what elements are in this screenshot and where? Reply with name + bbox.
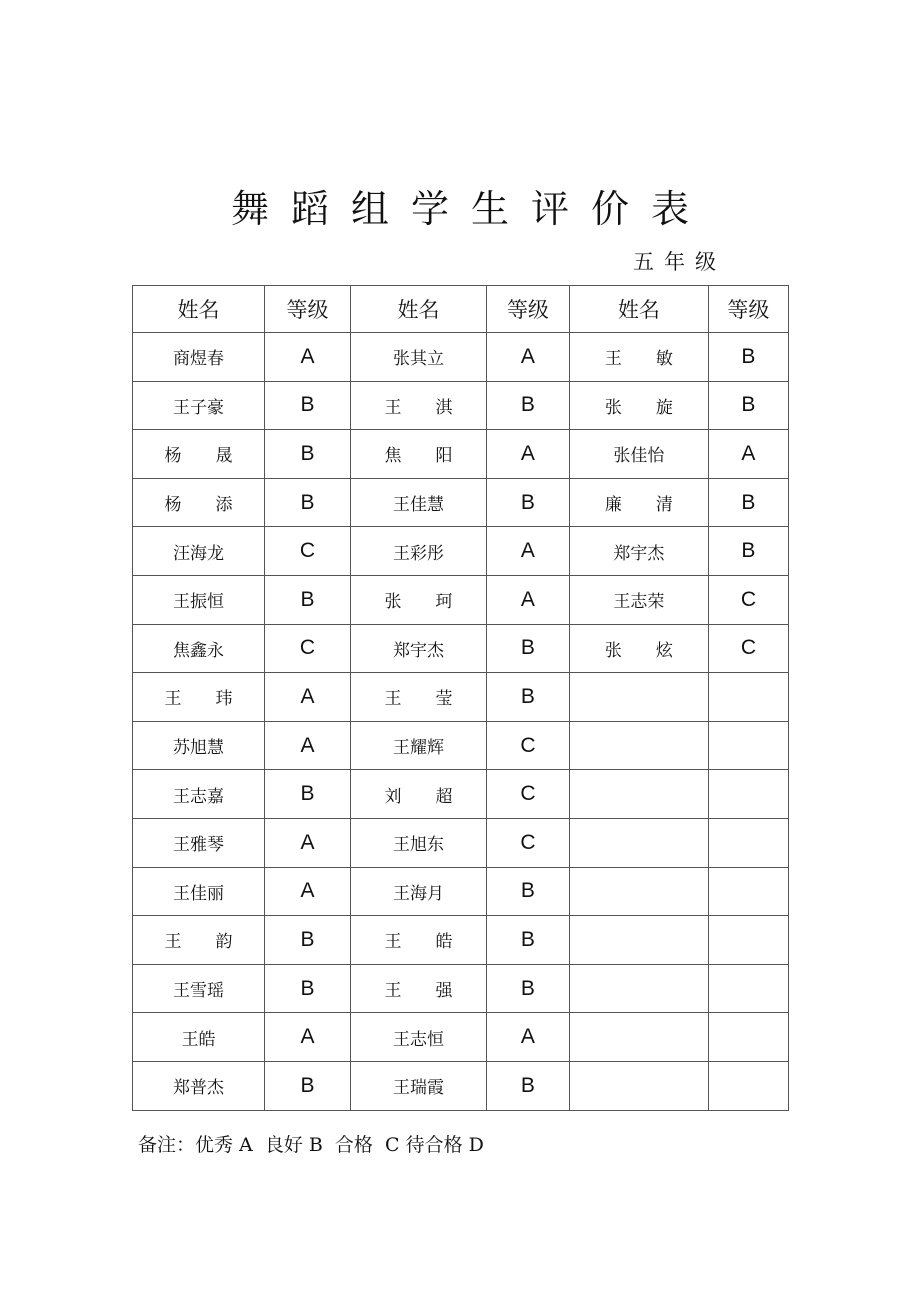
student-level: B <box>486 673 569 722</box>
student-name: 王佳丽 <box>133 867 265 916</box>
page-title: 舞蹈组学生评价表 <box>230 187 711 231</box>
header-name: 姓名 <box>569 286 708 333</box>
student-level: B <box>265 381 351 430</box>
table-row <box>133 430 789 479</box>
table-row <box>133 478 789 527</box>
table-row <box>133 916 789 965</box>
student-level <box>708 673 788 722</box>
student-level: C <box>486 818 569 867</box>
student-name: 郑宇杰 <box>350 624 486 673</box>
student-name <box>569 916 708 965</box>
table-header-row <box>133 286 789 333</box>
student-name: 王海月 <box>350 867 486 916</box>
student-level: C <box>708 624 788 673</box>
student-level: B <box>486 381 569 430</box>
student-name: 王彩彤 <box>350 527 486 576</box>
student-name: 商煜春 <box>133 333 265 382</box>
student-name: 郑宇杰 <box>569 527 708 576</box>
student-level: C <box>708 575 788 624</box>
table-row <box>133 575 789 624</box>
student-name <box>569 673 708 722</box>
evaluation-table <box>132 285 789 1111</box>
student-name <box>569 770 708 819</box>
student-level <box>708 818 788 867</box>
student-name: 刘 超 <box>350 770 486 819</box>
student-name <box>569 1061 708 1110</box>
student-name <box>569 818 708 867</box>
table-row <box>133 1061 789 1110</box>
student-name: 王志恒 <box>350 1013 486 1062</box>
student-level: B <box>265 430 351 479</box>
student-level: C <box>265 624 351 673</box>
student-level: A <box>265 867 351 916</box>
student-level: A <box>486 1013 569 1062</box>
student-level: A <box>486 575 569 624</box>
student-level: B <box>265 964 351 1013</box>
student-level: A <box>486 430 569 479</box>
student-level <box>708 1061 788 1110</box>
student-level <box>708 916 788 965</box>
student-level: B <box>486 964 569 1013</box>
student-level: A <box>486 527 569 576</box>
legend-note: 备注：优秀 A 良好 B 合格 C 待合格 D <box>138 1134 484 1156</box>
student-level: B <box>708 527 788 576</box>
student-name: 焦 阳 <box>350 430 486 479</box>
student-name: 王佳慧 <box>350 478 486 527</box>
student-level <box>708 770 788 819</box>
student-level: A <box>708 430 788 479</box>
student-level: B <box>265 478 351 527</box>
student-name: 焦鑫永 <box>133 624 265 673</box>
student-level <box>708 1013 788 1062</box>
student-level: C <box>486 721 569 770</box>
student-level <box>708 964 788 1013</box>
student-level: B <box>265 1061 351 1110</box>
student-level <box>708 721 788 770</box>
student-level: B <box>486 478 569 527</box>
header-level: 等级 <box>708 286 788 333</box>
student-name: 王耀辉 <box>350 721 486 770</box>
student-name: 王雪瑶 <box>133 964 265 1013</box>
table-row <box>133 721 789 770</box>
student-level: B <box>708 478 788 527</box>
table-row <box>133 770 789 819</box>
student-level: B <box>265 916 351 965</box>
student-name: 张 珂 <box>350 575 486 624</box>
student-name: 王 敏 <box>569 333 708 382</box>
student-name: 王志荣 <box>569 575 708 624</box>
student-level: A <box>265 673 351 722</box>
student-level: C <box>486 770 569 819</box>
student-name <box>569 721 708 770</box>
student-name: 张其立 <box>350 333 486 382</box>
student-name: 汪海龙 <box>133 527 265 576</box>
header-name: 姓名 <box>350 286 486 333</box>
student-name: 王 强 <box>350 964 486 1013</box>
student-level: A <box>265 1013 351 1062</box>
student-level: B <box>708 333 788 382</box>
student-name: 杨 晟 <box>133 430 265 479</box>
student-level: A <box>265 721 351 770</box>
table-row <box>133 964 789 1013</box>
header-level: 等级 <box>486 286 569 333</box>
student-name: 王皓 <box>133 1013 265 1062</box>
student-level: B <box>708 381 788 430</box>
student-level: B <box>265 770 351 819</box>
student-name: 张 旋 <box>569 381 708 430</box>
student-name: 郑普杰 <box>133 1061 265 1110</box>
student-name <box>569 964 708 1013</box>
table-row <box>133 624 789 673</box>
student-name: 王雅琴 <box>133 818 265 867</box>
table-row <box>133 867 789 916</box>
student-level: B <box>486 624 569 673</box>
student-level: B <box>486 1061 569 1110</box>
student-name: 王子豪 <box>133 381 265 430</box>
student-name: 王 莹 <box>350 673 486 722</box>
student-name: 王 淇 <box>350 381 486 430</box>
student-name: 杨 添 <box>133 478 265 527</box>
student-name: 王志嘉 <box>133 770 265 819</box>
header-name: 姓名 <box>133 286 265 333</box>
student-name: 廉 清 <box>569 478 708 527</box>
table-row <box>133 673 789 722</box>
header-level: 等级 <box>265 286 351 333</box>
grade-label: 五年级 <box>633 250 726 274</box>
student-name <box>569 867 708 916</box>
student-name: 王旭东 <box>350 818 486 867</box>
student-name: 王振恒 <box>133 575 265 624</box>
student-name <box>569 1013 708 1062</box>
student-level <box>708 867 788 916</box>
table-row <box>133 333 789 382</box>
student-level: B <box>265 575 351 624</box>
table-row <box>133 818 789 867</box>
student-level: B <box>486 916 569 965</box>
student-name: 王 韵 <box>133 916 265 965</box>
student-level: C <box>265 527 351 576</box>
student-level: A <box>486 333 569 382</box>
table-row <box>133 1013 789 1062</box>
student-name: 王 玮 <box>133 673 265 722</box>
student-level: B <box>486 867 569 916</box>
student-name: 苏旭慧 <box>133 721 265 770</box>
student-name: 王瑞霞 <box>350 1061 486 1110</box>
student-level: A <box>265 333 351 382</box>
student-name: 张佳怡 <box>569 430 708 479</box>
table-row <box>133 527 789 576</box>
student-name: 张 炫 <box>569 624 708 673</box>
table-row <box>133 381 789 430</box>
student-name: 王 皓 <box>350 916 486 965</box>
student-level: A <box>265 818 351 867</box>
